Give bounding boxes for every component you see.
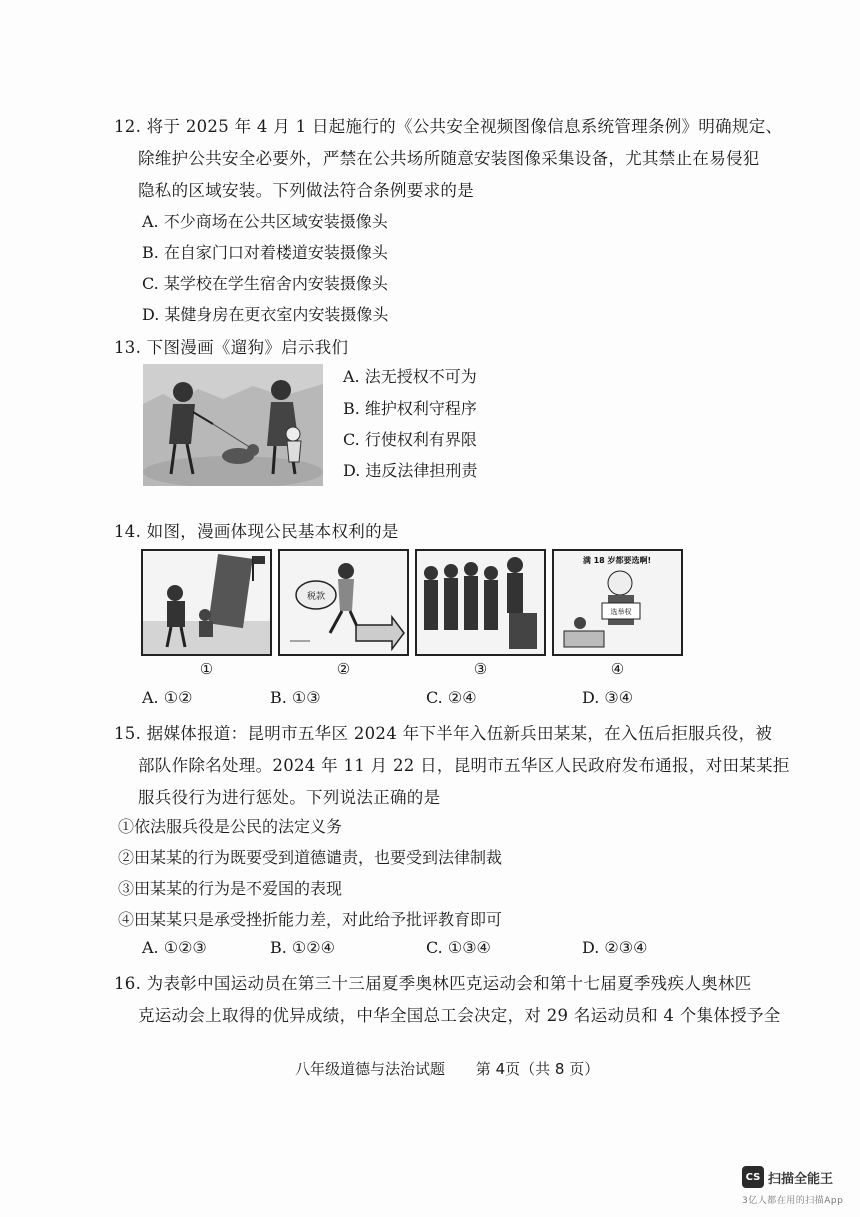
brand-tagline: 3亿人都在用的扫描App xyxy=(742,1196,844,1206)
q13-option-d: D. 违反法律担刑责 xyxy=(343,461,478,480)
q15-stem-line-3: 服兵役行为进行惩处。下列说法正确的是 xyxy=(138,788,441,807)
q16-stem-line-2: 克运动会上取得的优异成绩，中华全国总工会决定，对 29 名运动员和 4 个集体授予全 xyxy=(138,1006,781,1025)
q12-option-b: B. 在自家门口对着楼道安装摄像头 xyxy=(142,243,388,262)
comic-panel-2 xyxy=(278,549,409,656)
comic-label-3: ③ xyxy=(473,660,488,678)
q13-option-a: A. 法无授权不可为 xyxy=(343,367,477,386)
comic-3-icon xyxy=(417,551,544,654)
vote-sign-label: 选举权 xyxy=(610,608,632,616)
q15-option-d: D. ②③④ xyxy=(582,938,648,957)
q15-option-b: B. ①②④ xyxy=(270,938,335,957)
q15-statement-4: ④田某某只是承受挫折能力差，对此给予批评教育即可 xyxy=(118,910,503,929)
comic-panel-4 xyxy=(552,549,683,656)
comic-label-4: ④ xyxy=(610,660,625,678)
tax-bag-label: 税款 xyxy=(306,592,326,602)
brand-name: 扫描全能王 xyxy=(768,1171,834,1187)
q13-option-c: C. 行使权利有界限 xyxy=(343,430,477,449)
q12-stem-line-3: 隐私的区域安装。下列做法符合条例要求的是 xyxy=(138,181,474,200)
comic-4-banner: 满 18 岁都要选啊! xyxy=(582,556,652,565)
page-footer xyxy=(295,1058,625,1079)
q14-option-d: D. ③④ xyxy=(582,688,634,707)
q15-stem-line-1: 15. 据媒体报道：昆明市五华区 2024 年下半年入伍新兵田某某，在入伍后拒服兵役，被 xyxy=(114,724,773,743)
q15-statement-1: ①依法服兵役是公民的法定义务 xyxy=(118,817,343,836)
comic-panel-3 xyxy=(415,549,546,656)
q12-option-c: C. 某学校在学生宿舍内安装摄像头 xyxy=(142,274,388,293)
q15-statement-3: ③田某某的行为是不爱国的表现 xyxy=(118,879,343,898)
comic-label-2: ② xyxy=(336,660,351,678)
camscanner-logo-icon: CS xyxy=(742,1166,764,1188)
q15-stem-line-2: 部队作除名处理。2024 年 11 月 22 日，昆明市五华区人民政府发布通报，对田某某拒 xyxy=(138,756,790,775)
comic-4-icon xyxy=(554,551,681,654)
q12-option-a: A. 不少商场在公共区域安装摄像头 xyxy=(142,212,388,231)
q14-stem: 14. 如图，漫画体现公民基本权利的是 xyxy=(114,522,399,541)
q13-option-b: B. 维护权利守程序 xyxy=(343,399,477,418)
comic-label-1: ① xyxy=(199,660,214,678)
footer-title: 八年级道德与法治试题 xyxy=(295,1060,446,1078)
q14-option-a: A. ①② xyxy=(142,688,193,707)
comic-panel-1 xyxy=(141,549,272,656)
dog-walking-cartoon xyxy=(143,364,323,486)
q12-stem-line-2: 除维护公共安全必要外，严禁在公共场所随意安装图像采集设备，尤其禁止在易侵犯 xyxy=(138,149,760,168)
q15-option-c: C. ①③④ xyxy=(426,938,491,957)
q15-statement-2: ②田某某的行为既要受到道德谴责，也要受到法律制裁 xyxy=(118,848,503,867)
footer-page-number: 第 4页（共 8 页） xyxy=(475,1060,600,1078)
comic-1-icon xyxy=(143,551,270,654)
q12-option-d: D. 某健身房在更衣室内安装摄像头 xyxy=(142,305,389,324)
q15-option-a: A. ①②③ xyxy=(142,938,207,957)
q14-option-b: B. ①③ xyxy=(270,688,321,707)
q14-option-c: C. ②④ xyxy=(426,688,477,707)
q13-stem: 13. 下图漫画《遛狗》启示我们 xyxy=(114,338,349,357)
scanner-brand xyxy=(742,1166,833,1188)
q16-stem-line-1: 16. 为表彰中国运动员在第三十三届夏季奥林匹克运动会和第十七届夏季残疾人奥林匹 xyxy=(114,974,752,993)
comic-2-icon xyxy=(280,551,407,654)
q12-stem-line-1: 12. 将于 2025 年 4 月 1 日起施行的《公共安全视频图像信息系统管理条例》明确规定、 xyxy=(114,117,783,136)
dog-walking-cartoon-icon xyxy=(143,364,323,486)
